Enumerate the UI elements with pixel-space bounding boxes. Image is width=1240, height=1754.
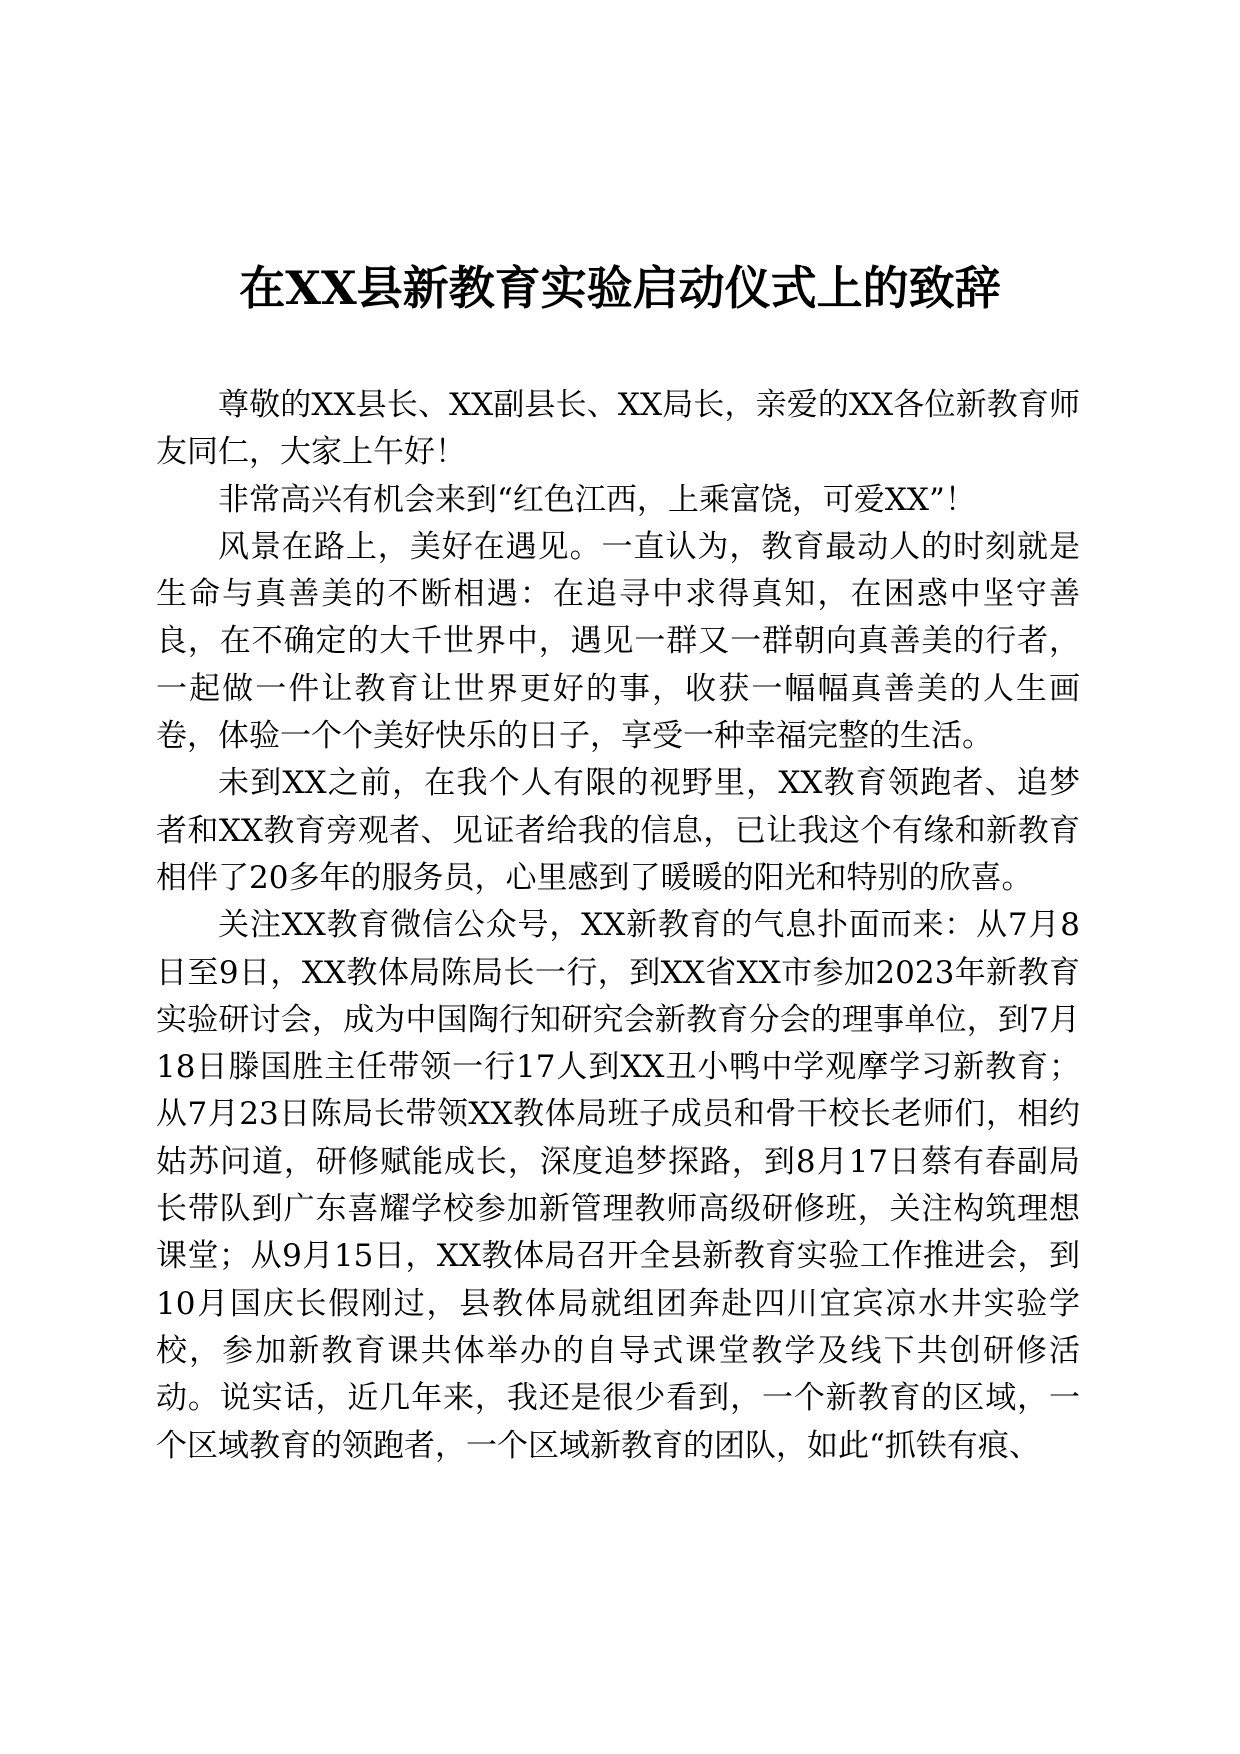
paragraph-wechat-news: 关注XX教育微信公众号，XX新教育的气息扑面而来：从7月8日至9日，XX教体局陈局长一行，到XX省XX市参加2023年新教育实验研讨会，成为中国陶行知研究会新教育分会的理事单位，到7月18日滕国胜主任带领一行17人到XX丑小鸭中学观摩学习新教育；从7月23日陈局长带领XX教体局班子成员和骨干校长老师们，相约姑苏问道，研修赋能成长，深度追梦探路，到8月17日蔡有春副局长带队到广东喜耀学校参加新管理教师高级研修班，关注构筑理想课堂；从9月15日，XX教体局召开全县新教育实验工作推进会，到10月国庆长假刚过，县教体局就组团奔赴四川宜宾凉水井实验学校，参加新教育课共体举办的自导式课堂教学及线下共创研修活动。说实话，近几年来，我还是很少看到，一个新教育的区域，一个区域教育的领跑者，一个区域新教育的团队，如此“抓铁有痕、: [156, 907, 1080, 1464]
paragraph-welcome: 非常高兴有机会来到“红色江西，上乘富饶，可爱XX”！: [218, 481, 976, 518]
paragraph-scenery: 风景在路上，美好在遇见。一直认为，教育最动人的时刻就是生命与真善美的不断相遇：在追寻中求得真知，在困惑中坚守善良，在不确定的大千世界中，遇见一群又一群朝向真善美的行者，一起做一件让教育让世界更好的事，收获一幅幅真善美的人生画卷，体验一个个美好快乐的日子，享受一种幸福完整的生活。: [156, 528, 1080, 755]
paragraph-before-arrival: 未到XX之前，在我个人有限的视野里，XX教育领跑者、追梦者和XX教育旁观者、见证者给我的信息，已让我这个有缘和新教育相伴了20多年的服务员，心里感到了暖暖的阳光和特别的欣喜。: [156, 765, 1080, 896]
speech-body: [156, 382, 1080, 1470]
paragraph-greeting: 尊敬的XX县长、XX副县长、XX局长，亲爱的XX各位新教育师友同仁，大家上午好！: [156, 387, 1080, 471]
page-title: 在XX县新教育实验启动仪式上的致辞: [239, 261, 1001, 315]
